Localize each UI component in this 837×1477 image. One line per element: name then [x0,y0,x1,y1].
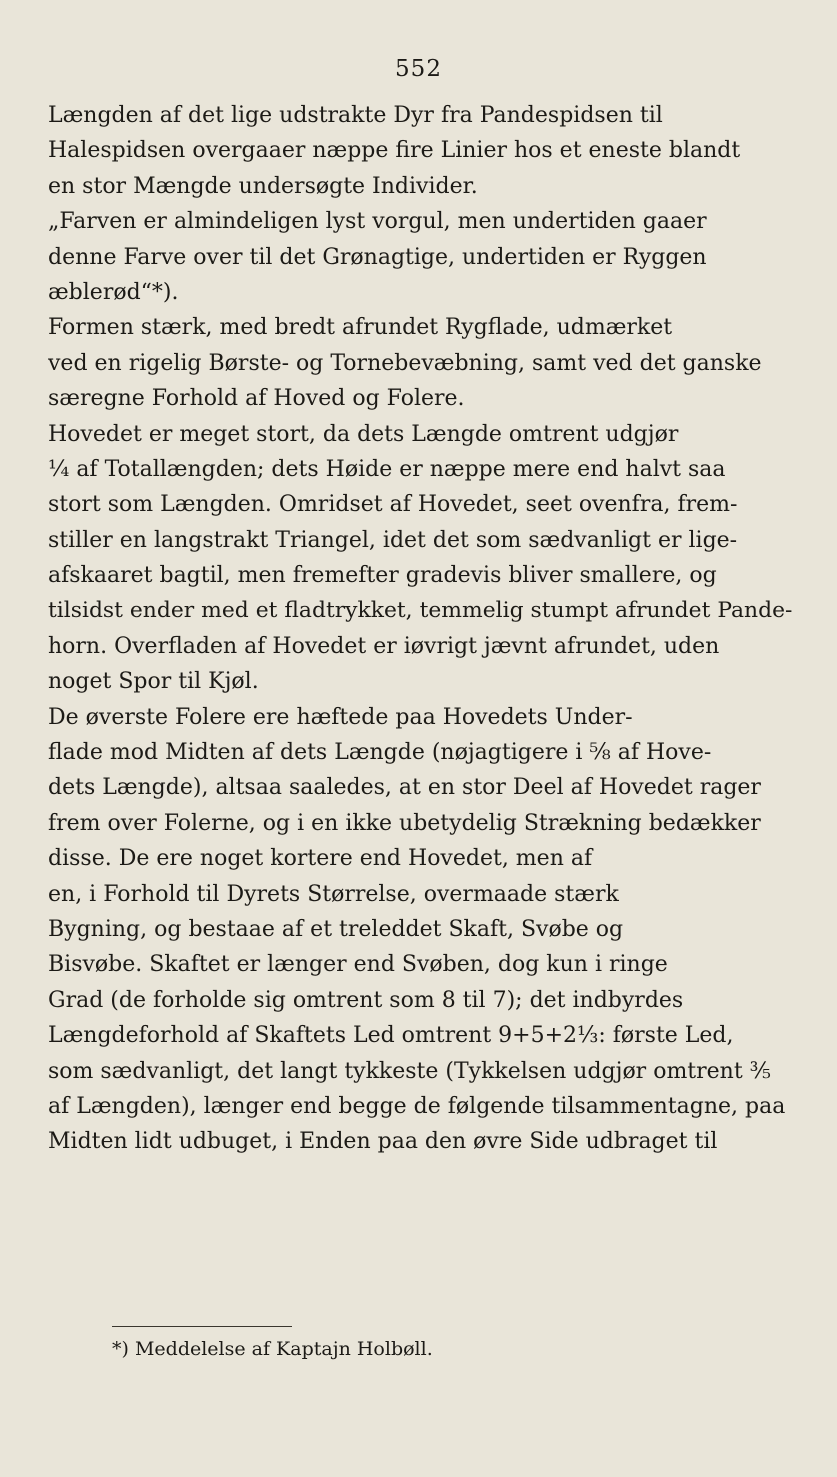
text-line: Længden af det lige udstrakte Dyr fra Pandespidsen til [48,103,663,128]
text-line: frem over Folerne, og i en ikke ubetydelig Strækning bedækker [48,810,761,836]
text-line: som sædvanligt, det langt tykkeste (Tykkelsen udgjør omtrent ⅗ [48,1058,772,1084]
text-line: De øverste Folere ere hæftede paa Hovedets Under- [48,704,633,730]
text-line: Midten lidt udbuget, i Enden paa den øvre Side udbraget til [48,1129,718,1155]
text-line: Halespidsen overgaaer næppe fire Linier hos et eneste blandt [48,138,741,164]
text-line: horn. Overfladen af Hovedet er iøvrigt jævnt afrundet, uden [48,633,720,659]
text-line: ¼ af Totallængden; dets Høide er næppe mere end halvt saa [48,456,726,482]
text-line: en stor Mængde undersøgte Individer. [48,173,478,199]
text-line: en, i Forhold til Dyrets Størrelse, overmaade stærk [48,881,619,907]
text-line: dets Længde), altsaa saaledes, at en stor Deel af Hovedet rager [48,775,761,801]
text-line: særegne Forhold af Hoved og Folere. [48,386,465,412]
text-line: tilsidst ender med et fladtrykket, temmelig stumpt afrundet Pande- [48,598,793,624]
text-line: „Farven er almindeligen lyst vorgul, men undertiden gaaer [48,209,707,235]
text-line: denne Farve over til det Grønagtige, undertiden er Ryggen [48,244,707,270]
text-line: Længdeforhold af Skaftets Led omtrent 9+5+2⅓: første Led, [48,1023,734,1049]
text-line: afskaaret bagtil, men fremefter gradevis bliver smallere, og [48,563,717,589]
text-line: Hovedet er meget stort, da dets Længde omtrent udgjør [48,421,679,447]
text-line: æblerød“*). [48,279,179,305]
text-line: Bisvøbe. Skaftet er længer end Svøben, dog kun i ringe [48,952,668,978]
text-line: ved en rigelig Børste- og Tornebevæbning, samt ved det ganske [48,350,762,376]
text-line: noget Spor til Kjøl. [48,669,259,695]
text-line: af Længden), længer end begge de følgende tilsammentagne, paa [48,1093,786,1119]
text-line: Formen stærk, med bredt afrundet Rygflade, udmærket [48,315,673,341]
text-line: Grad (de forholde sig omtrent som 8 til 7); det indbyrdes [48,987,684,1013]
text-line: stiller en langstrakt Triangel, idet det som sædvanligt er lige- [48,527,738,553]
text-line: flade mod Midten af dets Længde (nøjagtigere i ⅝ af Hove- [48,740,712,766]
body-text [48,98,793,1160]
footnote: *) Meddelelse af Kaptajn Holbøll. [112,1338,433,1360]
page-number: 552 [395,56,442,82]
footnote-separator [112,1326,292,1327]
text-line: stort som Længden. Omridset af Hovedet, seet ovenfra, frem- [48,492,738,518]
text-line: disse. De ere noget kortere end Hovedet, men af [48,846,593,872]
text-line: Bygning, og bestaae af et treleddet Skaft, Svøbe og [48,916,624,942]
